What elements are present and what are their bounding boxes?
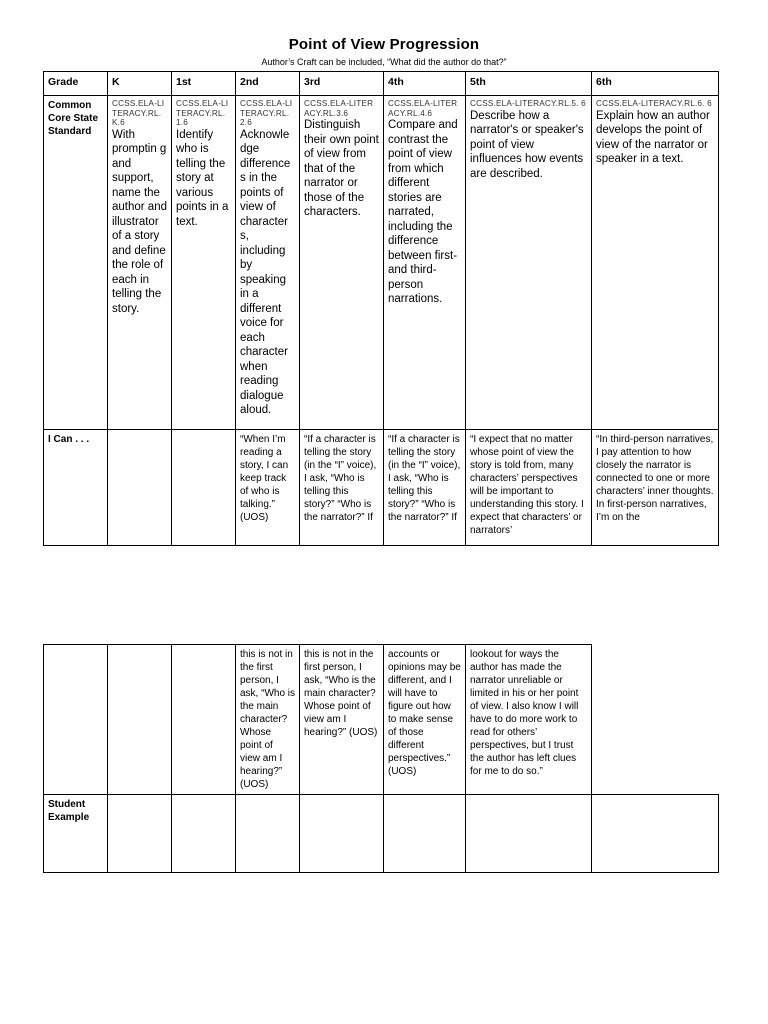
- standard-text: Compare and contrast the point of view from which different stories are narrated, including the difference between first- and third-person narrations.: [388, 119, 458, 305]
- student-example-cell: [384, 795, 466, 873]
- standard-cell: [108, 96, 172, 430]
- student-example-cell: [466, 795, 592, 873]
- ican-cell: “In third-person narratives, I pay attention to how closely the narrator is connected to one or more characters’ inner thoughts. In first-person narratives, I’m on the: [592, 430, 719, 546]
- ican-cell: [108, 645, 172, 795]
- standard-cell: [300, 96, 384, 430]
- standard-text: With promptin g and support, name the author and illustrator of a story and define the role of each in telling the story.: [112, 128, 167, 315]
- standard-cell: [172, 96, 236, 430]
- page-title: Point of View Progression: [288, 36, 480, 53]
- ican-cell: “If a character is telling the story (in the “I” voice), I ask, “Who is telling this story?” “Who is the narrator?” If: [300, 430, 384, 546]
- standard-code: CCSS.ELA-LI TERACY.RL. K.6: [112, 99, 165, 127]
- ican-row-continued: [44, 645, 719, 795]
- ican-cell: [44, 645, 108, 795]
- row-label-ican: I Can . . .: [44, 430, 108, 546]
- ican-cell: accounts or opinions may be different, and I will have to figure out how to make sense of those different perspectives.” (UOS): [384, 645, 466, 795]
- student-example-cell: [172, 795, 236, 873]
- standard-code: CCSS.ELA-LITERACY.RL.6. 6: [596, 99, 712, 108]
- standard-text: Acknowle dge difference s in the points of view of character s, including by speaking in a different voice for each character when reading dialogue aloud.: [240, 128, 291, 416]
- ican-cell: this is not in the first person, I ask, “Who is the main character? Whose point of view am I hearing?” (UOS): [300, 645, 384, 795]
- header-1st: 1st: [172, 72, 236, 96]
- header-row: [44, 72, 719, 96]
- ican-cell: this is not in the first person, I ask, “Who is the main character? Whose point of view am I hearing?” (UOS): [236, 645, 300, 795]
- standard-cell: [236, 96, 300, 430]
- student-example-cell: [236, 795, 300, 873]
- standard-text: Explain how an author develops the point of view of the narrator or speaker in a text.: [596, 109, 710, 165]
- student-example-cell: [300, 795, 384, 873]
- standard-code: CCSS.ELA-LITER ACY.RL.3.6: [304, 99, 374, 118]
- standard-cell: [384, 96, 466, 430]
- student-example-row: [44, 795, 719, 873]
- standard-code: CCSS.ELA-LI TERACY.RL. 2.6: [240, 99, 293, 127]
- standard-cell: [466, 96, 592, 430]
- ican-cell: “When I’m reading a story, I can keep track of who is talking.” (UOS): [236, 430, 300, 546]
- row-label-standard: Common Core State Standard: [44, 96, 108, 430]
- header-grade: Grade: [44, 72, 108, 96]
- standard-code: CCSS.ELA-LI TERACY.RL. 1.6: [176, 99, 229, 127]
- ican-cell: “If a character is telling the story (in the “I” voice), I ask, “Who is telling this story?” “Who is the narrator?” If: [384, 430, 466, 546]
- ican-cell: [108, 430, 172, 546]
- standard-cell: [592, 96, 719, 430]
- ican-cell: “I expect that no matter whose point of view the story is told from, many characters’ perspectives will be important to understanding this story. I expect that characters’ or narrators’: [466, 430, 592, 546]
- standard-text: Describe how a narrator's or speaker's point of view influences how events are described.: [470, 109, 584, 180]
- standard-row: [44, 96, 719, 430]
- header-k: K: [108, 72, 172, 96]
- header-2nd: 2nd: [236, 72, 300, 96]
- standard-text: Identify who is telling the story at various points in a text.: [176, 128, 229, 228]
- ican-cell: [172, 645, 236, 795]
- header-3rd: 3rd: [300, 72, 384, 96]
- standard-code: CCSS.ELA-LITERACY.RL.5. 6: [470, 99, 586, 108]
- header-6th: 6th: [592, 72, 719, 96]
- standard-text: Distinguish their own point of view from that of the narrator or those of the characters.: [304, 119, 379, 218]
- standard-code: CCSS.ELA-LITER ACY.RL.4.6: [388, 99, 458, 118]
- progression-table-continued: [43, 644, 719, 873]
- header-4th: 4th: [384, 72, 466, 96]
- student-example-cell: [592, 795, 719, 873]
- page-subtitle: Author’s Craft can be included, “What did the author do that?”: [261, 57, 507, 67]
- header-5th: 5th: [466, 72, 592, 96]
- progression-table: [43, 71, 719, 546]
- ican-cell: lookout for ways the author has made the narrator unreliable or limited in his or her point of view. I also know I will have to do more work to read for others’ perspectives, but I trust the author has left clues for me to do so.”: [466, 645, 592, 795]
- row-label-student-example: Student Example: [44, 795, 108, 873]
- student-example-cell: [108, 795, 172, 873]
- ican-row: [44, 430, 719, 546]
- ican-cell: [172, 430, 236, 546]
